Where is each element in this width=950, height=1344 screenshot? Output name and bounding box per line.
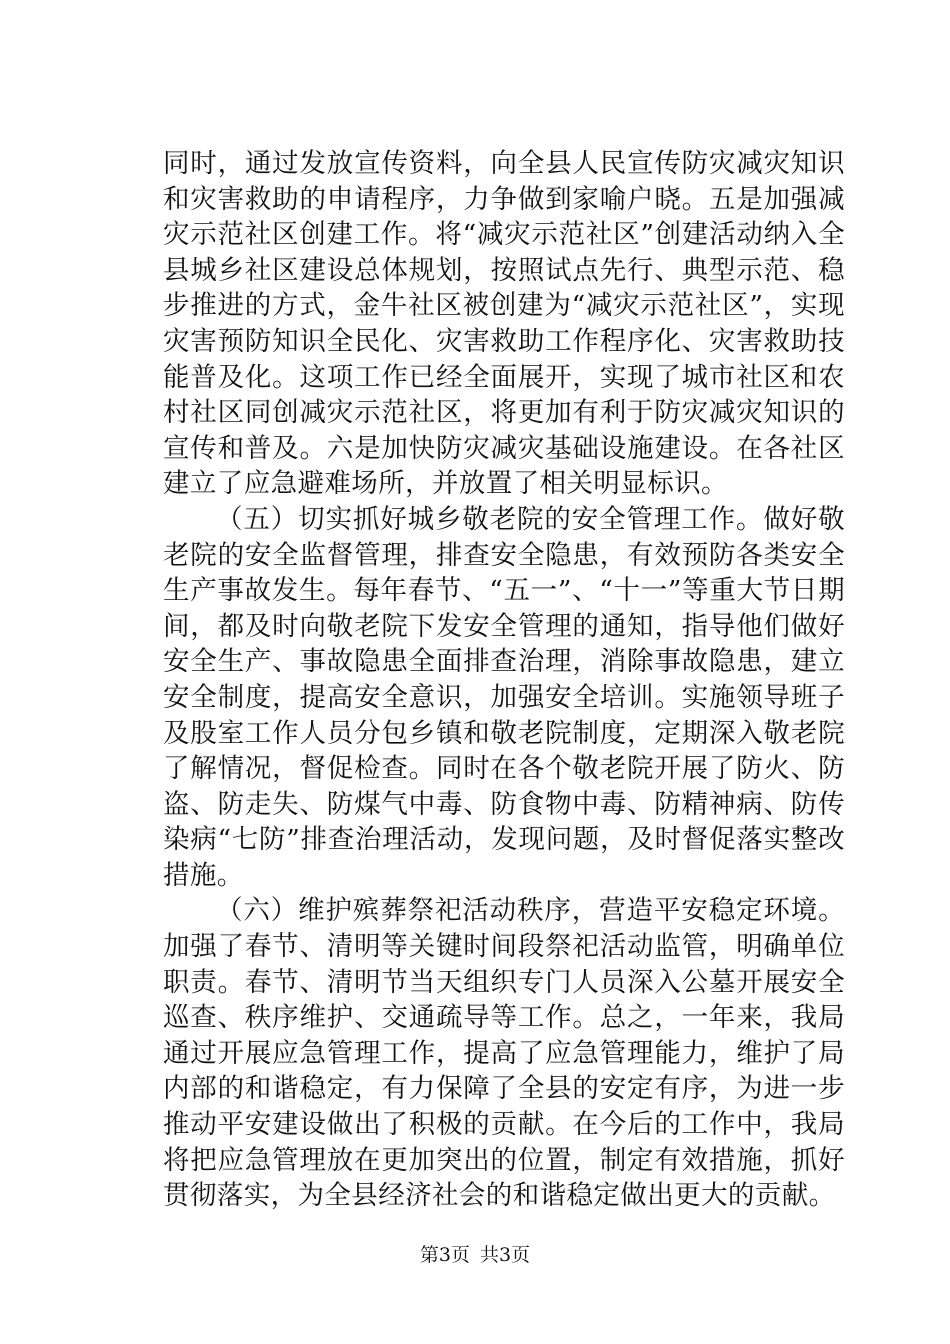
page-total: 共3页 <box>480 1244 531 1266</box>
page-footer <box>0 1243 950 1267</box>
page-number: 第3页 <box>419 1244 470 1266</box>
paragraph-funeral-order: （六）维护殡葬祭祀活动秩序，营造平安稳定环境。加强了春节、清明等关键时间段祭祀活动监管，明确单位职责。春节、清明节当天组织专门人员深入公墓开展安全巡查、秩序维护、交通疏导等工作。总之，一年来，我局通过开展应急管理工作，提高了应急管理能力，维护了局内部的和谐稳定，有力保障了全县的安定有序，为进一步推动平安建设做出了积极的贡献。在今后的工作中，我局将把应急管理放在更加突出的位置，制定有效措施，抓好贯彻落实，为全县经济社会的和谐稳定做出更大的贡献。 <box>163 895 845 1212</box>
document-body <box>163 146 845 1214</box>
paragraph-nursing-home-safety: （五）切实抓好城乡敬老院的安全管理工作。做好敬老院的安全监督管理，排查安全隐患，有效预防各类安全生产事故发生。每年春节、“五一”、“十一”等重大节日期间，都及时向敬老院下发安全管理的通知，指导他们做好安全生产、事故隐患全面排查治理，消除事故隐患，建立安全制度，提高安全意识，加强安全培训。实施领导班子及股室工作人员分包乡镇和敬老院制度，定期深入敬老院了解情况，督促检查。同时在各个敬老院开展了防火、防盗、防走失、防煤气中毒、防食物中毒、防精神病、防传染病“七防”排查治理活动，发现问题，及时督促落实整改措施。 <box>163 503 845 891</box>
paragraph-disaster-reduction: 同时，通过发放宣传资料，向全县人民宣传防灾减灾知识和灾害救助的申请程序，力争做到家喻户晓。五是加强减灾示范社区创建工作。将“减灾示范社区”创建活动纳入全县城乡社区建设总体规划，按照试点先行、典型示范、稳步推进的方式，金牛社区被创建为“减灾示范社区”，实现灾害预防知识全民化、灾害救助工作程序化、灾害救助技能普及化。这项工作已经全面展开，实现了城市社区和农村社区同创减灾示范社区，将更加有利于防灾减灾知识的宣传和普及。六是加快防灾减灾基础设施建设。在各社区建立了应急避难场所，并放置了相关明显标识。 <box>163 148 845 500</box>
